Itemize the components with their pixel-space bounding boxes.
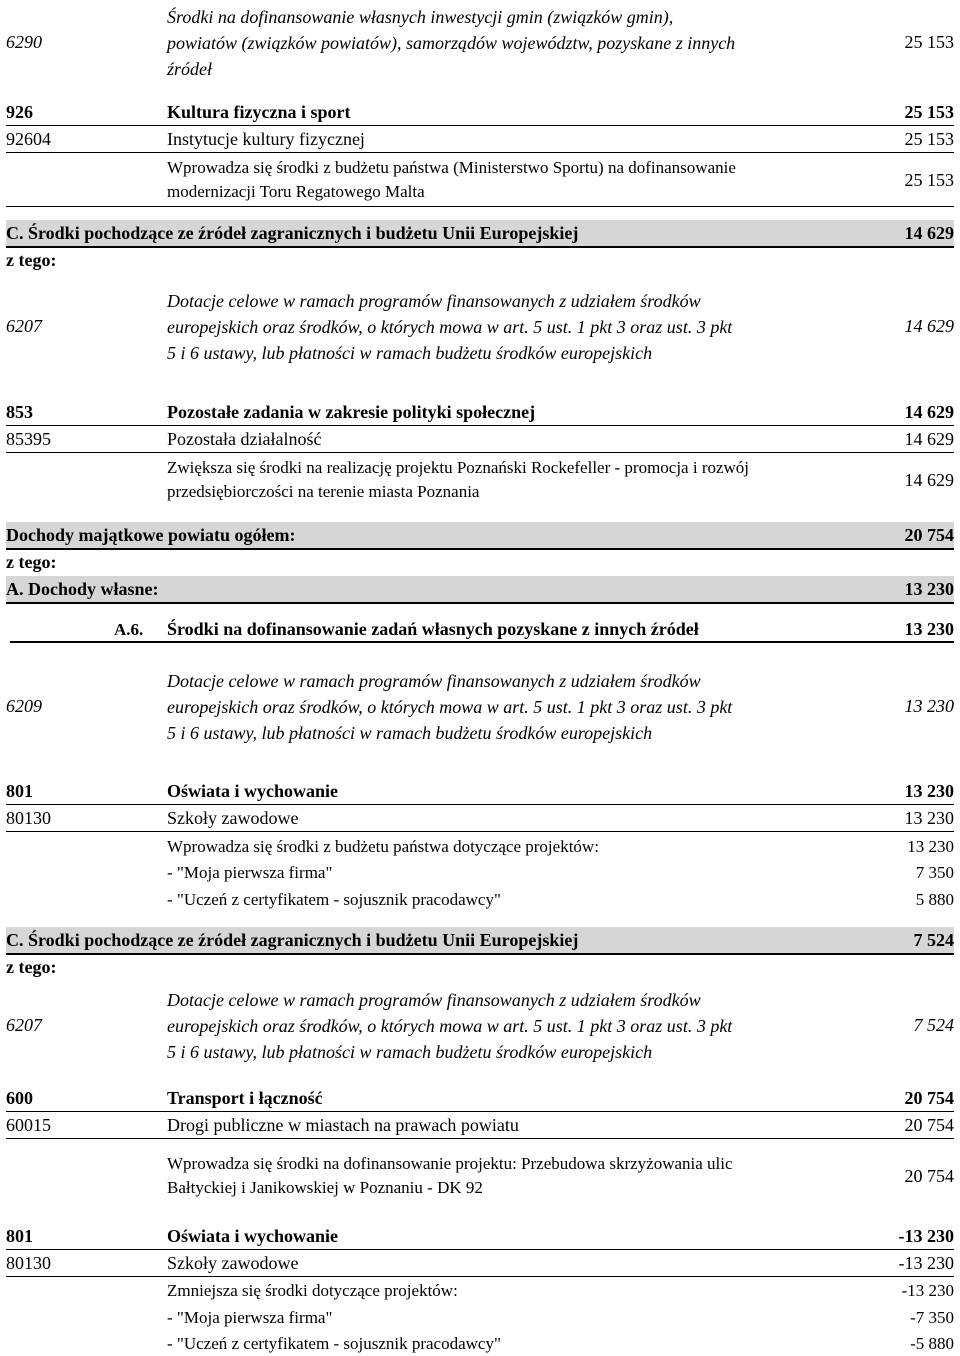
section-header-row <box>6 927 954 955</box>
subheader-row <box>6 248 954 272</box>
row-description: Wprowadza się środki z budżetu państwa (Ministerstwo Sportu) na dofinansowanie modernizacji Toru Regatowego Malta <box>167 158 736 201</box>
row-description: Oświata i wychowanie <box>167 781 338 801</box>
table-row <box>6 860 954 886</box>
row-description: Szkoły zawodowe <box>167 808 299 828</box>
table-row <box>6 1331 954 1355</box>
row-amount: -13 230 <box>898 1226 954 1246</box>
table-row <box>6 427 954 453</box>
table-row <box>6 617 954 641</box>
row-code: 926 <box>6 102 33 122</box>
row-description: Pozostałe zadania w zakresie polityki społecznej <box>167 402 536 422</box>
row-description: Dotacje celowe w ramach programów finansowanych z udziałem środków europejskich oraz środków, o których mowa w art. 5 ust. 1 pkt 3 oraz ust. 3 pkt 5 i 6 ustawy, lub płatności w ramach budżetu środków europejskich <box>167 671 733 743</box>
table-row <box>6 454 954 508</box>
row-amount: 20 754 <box>904 1088 954 1108</box>
section-title: A. Dochody własne: <box>6 579 159 599</box>
table-row <box>6 1224 954 1250</box>
table-row <box>6 1278 954 1304</box>
section-header-row <box>6 220 954 248</box>
row-description: - "Moja pierwsza firma" <box>167 1308 333 1327</box>
row-description: Zmniejsza się środki dotyczące projektów: <box>167 1281 458 1300</box>
row-amount: 20 754 <box>904 1115 954 1135</box>
section-header-row <box>6 576 954 604</box>
section-title: C. Środki pochodzące ze źródeł zagranicznych i budżetu Unii Europejskiej <box>6 223 579 243</box>
row-description: Dotacje celowe w ramach programów finansowanych z udziałem środków europejskich oraz środków, o których mowa w art. 5 ust. 1 pkt 3 oraz ust. 3 pkt 5 i 6 ustawy, lub płatności w ramach budżetu środków europejskich <box>167 990 733 1062</box>
table-row <box>6 1113 954 1139</box>
table-row <box>6 288 954 368</box>
table-row <box>6 1305 954 1331</box>
row-amount: 5 880 <box>915 890 954 909</box>
row-label: z tego: <box>6 552 57 572</box>
row-amount: 14 629 <box>904 470 954 490</box>
row-amount: 7 524 <box>913 1015 954 1035</box>
row-amount: 14 629 <box>904 402 954 422</box>
row-amount: 20 754 <box>904 525 954 545</box>
row-description: Szkoły zawodowe <box>167 1253 299 1273</box>
row-code: 801 <box>6 1226 33 1246</box>
row-label: z tego: <box>6 250 57 270</box>
row-amount: 13 230 <box>904 579 954 599</box>
row-description: Pozostała działalność <box>167 429 322 449</box>
row-amount: 13 230 <box>904 619 954 639</box>
row-amount: -5 880 <box>910 1334 954 1353</box>
row-amount: 25 153 <box>904 129 954 149</box>
row-amount: 14 629 <box>904 223 954 243</box>
row-description: Kultura fizyczna i sport <box>167 102 351 122</box>
row-code: 80130 <box>6 1253 51 1273</box>
row-code: 6209 <box>6 696 42 716</box>
row-description: Wprowadza się środki z budżetu państwa dotyczące projektów: <box>167 837 599 856</box>
row-amount: 20 754 <box>904 1166 954 1186</box>
row-amount: 14 629 <box>904 429 954 449</box>
row-label: z tego: <box>6 957 57 977</box>
row-amount: -7 350 <box>910 1308 954 1327</box>
row-code: 6207 <box>6 316 42 336</box>
row-code: 600 <box>6 1088 33 1108</box>
table-row <box>6 400 954 426</box>
row-description: Drogi publiczne w miastach na prawach powiatu <box>167 1115 519 1135</box>
row-amount: 13 230 <box>904 808 954 828</box>
row-description: - "Uczeń z certyfikatem - sojusznik pracodawcy" <box>167 890 501 909</box>
divider <box>10 641 954 643</box>
row-amount: 7 350 <box>915 863 954 882</box>
subheader-row <box>6 955 954 979</box>
table-row <box>6 987 954 1067</box>
row-description: Środki na dofinansowanie własnych inwestycji gmin (związków gmin), powiatów (związków powiatów), samorządów województw, pozyskane z innych źródeł <box>167 7 736 79</box>
row-code: A.6. <box>114 620 144 639</box>
table-row <box>6 1251 954 1277</box>
row-amount: 25 153 <box>904 170 954 190</box>
row-amount: 25 153 <box>904 102 954 122</box>
row-description: - "Uczeń z certyfikatem - sojusznik pracodawcy" <box>167 1334 501 1353</box>
section-header-row <box>6 522 954 550</box>
row-description: Dotacje celowe w ramach programów finansowanych z udziałem środków europejskich oraz środków, o których mowa w art. 5 ust. 1 pkt 3 oraz ust. 3 pkt 5 i 6 ustawy, lub płatności w ramach budżetu środków europejskich <box>167 291 733 363</box>
row-description: Oświata i wychowanie <box>167 1226 338 1246</box>
row-description: Transport i łączność <box>167 1088 323 1108</box>
row-amount: 13 230 <box>907 837 954 856</box>
row-description: Wprowadza się środki na dofinansowanie projektu: Przebudowa skrzyżowania ulic Bałtyckiej i Janikowskiej w Poznaniu - DK 92 <box>167 1154 733 1197</box>
row-code: 85395 <box>6 429 51 449</box>
row-amount: 14 629 <box>904 316 954 336</box>
table-row <box>6 1086 954 1112</box>
table-row <box>6 1150 954 1204</box>
table-row <box>6 887 954 913</box>
table-row <box>6 834 954 860</box>
table-row <box>6 668 954 748</box>
table-row <box>6 100 954 126</box>
row-code: 853 <box>6 402 33 422</box>
table-row <box>6 154 954 207</box>
row-amount: -13 230 <box>898 1253 954 1273</box>
table-row <box>6 806 954 832</box>
row-amount: 13 230 <box>904 781 954 801</box>
row-amount: -13 230 <box>901 1281 954 1300</box>
row-description: Instytucje kultury fizycznej <box>167 129 365 149</box>
table-row <box>6 4 954 82</box>
table-row <box>6 779 954 805</box>
row-description: Środki na dofinansowanie zadań własnych pozyskane z innych źródeł <box>167 619 699 639</box>
row-code: 60015 <box>6 1115 51 1135</box>
row-code: 92604 <box>6 129 51 149</box>
row-amount: 25 153 <box>904 32 954 52</box>
section-title: Dochody majątkowe powiatu ogółem: <box>6 525 296 545</box>
row-amount: 13 230 <box>904 696 954 716</box>
row-code: 6207 <box>6 1015 42 1035</box>
table-row <box>6 127 954 153</box>
row-amount: 7 524 <box>913 930 954 950</box>
section-title: C. Środki pochodzące ze źródeł zagranicznych i budżetu Unii Europejskiej <box>6 930 579 950</box>
row-code: 80130 <box>6 808 51 828</box>
row-description: Zwiększa się środki na realizację projektu Poznański Rockefeller - promocja i rozwój przedsiębiorczości na terenie miasta Poznania <box>167 458 750 501</box>
subheader-row <box>6 550 954 574</box>
row-code: 801 <box>6 781 33 801</box>
row-description: - "Moja pierwsza firma" <box>167 863 333 882</box>
row-code: 6290 <box>6 32 42 52</box>
